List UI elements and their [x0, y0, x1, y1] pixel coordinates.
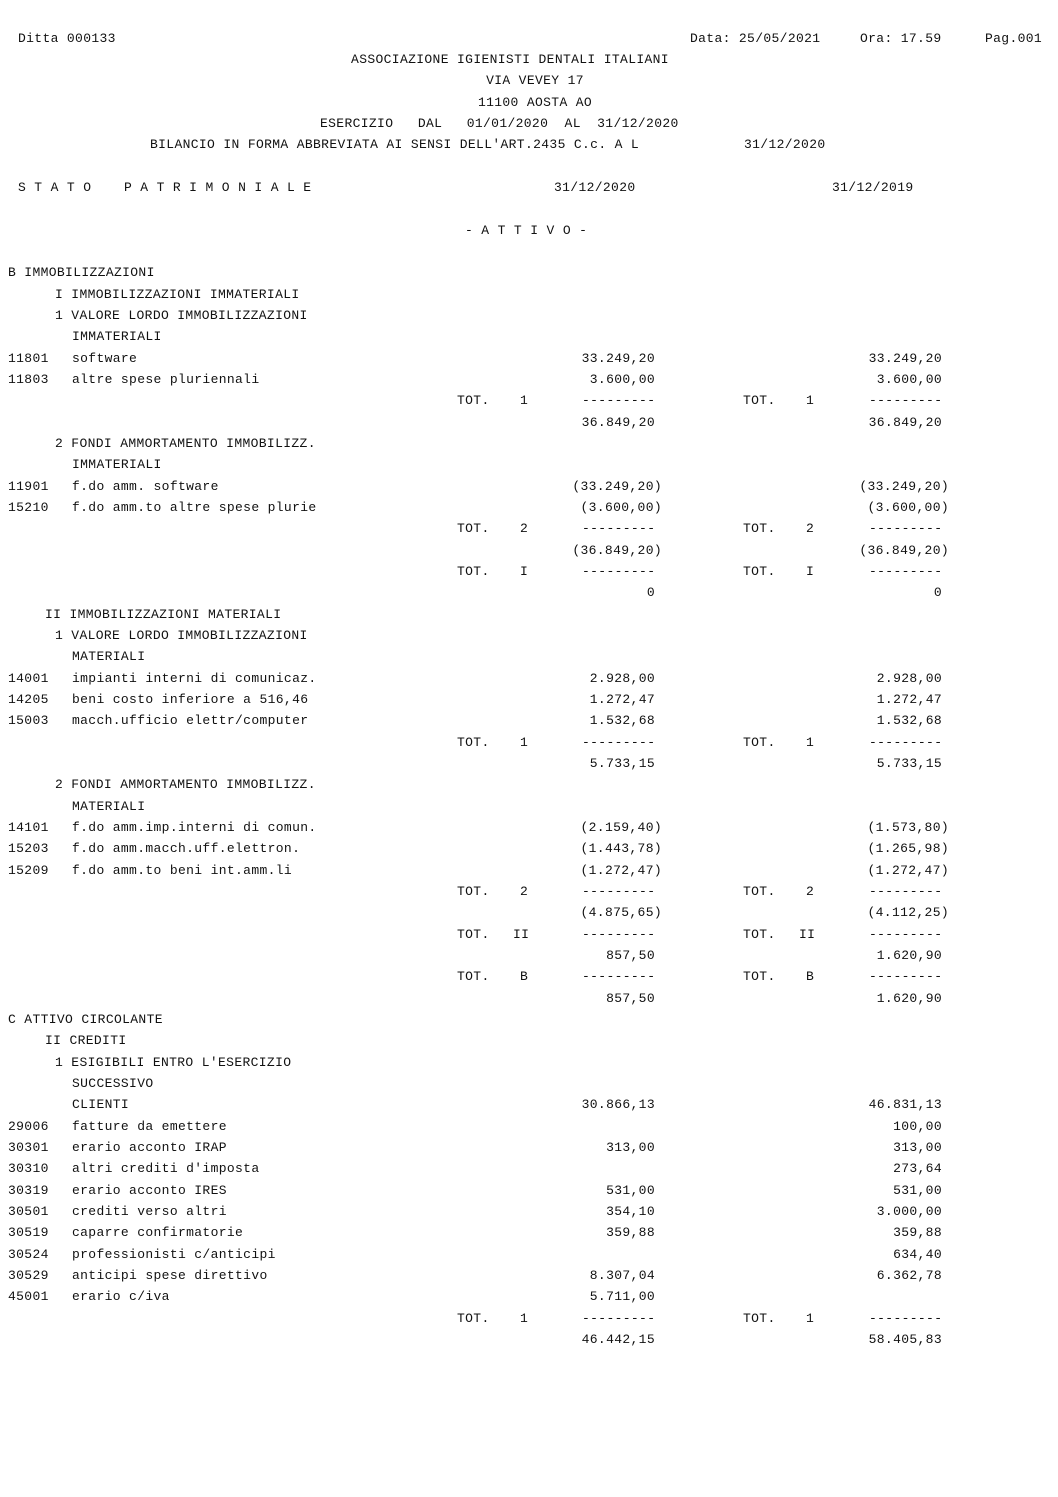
amount-current: (1.443,78) [580, 841, 662, 856]
total-current: 857,50 [606, 948, 655, 963]
account-description: f.do amm.imp.interni di comun. [72, 820, 317, 835]
account-code: 30529 [8, 1268, 49, 1283]
amount-previous: 313,00 [893, 1140, 942, 1155]
amount-current: 359,88 [606, 1225, 655, 1240]
amount-previous: 6.362,78 [876, 1268, 942, 1283]
amount-previous: 2.928,00 [876, 671, 942, 686]
amount-previous: 634,40 [893, 1247, 942, 1262]
amount-previous: (1.265,98) [867, 841, 949, 856]
total-previous: (4.112,25) [867, 905, 949, 920]
print-time: Ora: 17.59 [860, 31, 942, 46]
account-description: altri crediti d'imposta [72, 1161, 260, 1176]
amount-previous: 359,88 [893, 1225, 942, 1240]
account-description: erario c/iva [72, 1289, 170, 1304]
section-title: - A T T I V O - [465, 223, 588, 238]
amount-previous: (33.249,20) [859, 479, 949, 494]
amount-previous: 33.249,20 [868, 351, 942, 366]
total-separator: --------- [582, 969, 656, 984]
group-heading: II IMMOBILIZZAZIONI MATERIALI [45, 607, 282, 622]
account-code: 15003 [8, 713, 49, 728]
total-separator: --------- [582, 735, 656, 750]
account-description: crediti verso altri [72, 1204, 227, 1219]
amount-current: 313,00 [606, 1140, 655, 1155]
total-label: TOT. [457, 1311, 490, 1326]
account-code: 14205 [8, 692, 49, 707]
company-city: 11100 AOSTA AO [477, 95, 593, 110]
group-heading: MATERIALI [72, 649, 146, 664]
total-separator: --------- [869, 1311, 943, 1326]
account-description: macch.ufficio elettr/computer [72, 713, 309, 728]
group-heading: C ATTIVO CIRCOLANTE [8, 1012, 163, 1027]
amount-previous: (1.272,47) [867, 863, 949, 878]
amount-previous: 46.831,13 [868, 1097, 942, 1112]
group-heading: 1 VALORE LORDO IMMOBILIZZAZIONI [55, 628, 308, 643]
group-heading: IMMATERIALI [72, 329, 162, 344]
group-heading: SUCCESSIVO [72, 1076, 154, 1091]
account-code: 30310 [8, 1161, 49, 1176]
total-label: TOT. [743, 393, 776, 408]
total-label: TOT. [743, 1311, 776, 1326]
account-description: caparre confirmatorie [72, 1225, 244, 1240]
amount-current: 33.249,20 [581, 351, 655, 366]
total-level: 2 [806, 521, 815, 536]
total-separator: --------- [869, 393, 943, 408]
account-code: 15210 [8, 500, 49, 515]
total-level: II [799, 927, 816, 942]
total-level: 1 [806, 1311, 815, 1326]
total-separator: --------- [869, 735, 943, 750]
total-previous: 36.849,20 [868, 415, 942, 430]
total-label: TOT. [743, 564, 776, 579]
account-code: 15209 [8, 863, 49, 878]
total-separator: --------- [869, 564, 943, 579]
amount-current: 531,00 [606, 1183, 655, 1198]
total-separator: --------- [869, 969, 943, 984]
amount-current: 1.272,47 [589, 692, 655, 707]
amount-current: 30.866,13 [581, 1097, 655, 1112]
total-separator: --------- [869, 521, 943, 536]
account-description: impianti interni di comunicaz. [72, 671, 317, 686]
total-label: TOT. [743, 735, 776, 750]
total-previous: 1.620,90 [876, 948, 942, 963]
report-title: BILANCIO IN FORMA ABBREVIATA AI SENSI DELL'ART.2435 C.c. A L [150, 137, 640, 152]
amount-current: (3.600,00) [580, 500, 662, 515]
account-code: 30501 [8, 1204, 49, 1219]
group-heading: B IMMOBILIZZAZIONI [8, 265, 155, 280]
column-previous-date: 31/12/2019 [832, 180, 914, 195]
total-previous: 0 [933, 585, 942, 600]
total-label: TOT. [743, 969, 776, 984]
account-description: f.do amm.to beni int.amm.li [72, 863, 293, 878]
account-description: beni costo inferiore a 516,46 [72, 692, 309, 707]
company-code: Ditta 000133 [18, 31, 116, 46]
total-label: TOT. [457, 521, 490, 536]
amount-current: (33.249,20) [572, 479, 662, 494]
total-previous: 5.733,15 [876, 756, 942, 771]
total-level: 1 [520, 1311, 529, 1326]
account-description: f.do amm.macch.uff.elettron. [72, 841, 301, 856]
total-label: TOT. [743, 521, 776, 536]
page-number: Pag.001 [985, 31, 1043, 46]
total-label: TOT. [457, 393, 490, 408]
company-name: ASSOCIAZIONE IGIENISTI DENTALI ITALIANI [351, 52, 669, 67]
column-current-date: 31/12/2020 [554, 180, 636, 195]
account-description: erario acconto IRAP [72, 1140, 227, 1155]
total-level: I [520, 564, 529, 579]
total-label: TOT. [457, 969, 490, 984]
account-description: professionisti c/anticipi [72, 1247, 276, 1262]
account-code: 30301 [8, 1140, 49, 1155]
account-code: 14001 [8, 671, 49, 686]
amount-current: (2.159,40) [580, 820, 662, 835]
total-level: 1 [520, 393, 529, 408]
group-heading: 2 FONDI AMMORTAMENTO IMMOBILIZZ. [55, 436, 316, 451]
amount-previous: 3.600,00 [876, 372, 942, 387]
total-label: TOT. [457, 735, 490, 750]
amount-previous: (1.573,80) [867, 820, 949, 835]
report-date: 31/12/2020 [744, 137, 826, 152]
amount-previous: 1.272,47 [876, 692, 942, 707]
account-description: f.do amm.to altre spese plurie [72, 500, 317, 515]
account-code: 11803 [8, 372, 49, 387]
total-current: 0 [646, 585, 655, 600]
total-level: 1 [520, 735, 529, 750]
amount-previous: 273,64 [893, 1161, 942, 1176]
account-description: erario acconto IRES [72, 1183, 227, 1198]
total-current: 857,50 [606, 991, 655, 1006]
account-code: 14101 [8, 820, 49, 835]
account-code: 45001 [8, 1289, 49, 1304]
total-separator: --------- [582, 884, 656, 899]
total-label: TOT. [457, 564, 490, 579]
account-code: 29006 [8, 1119, 49, 1134]
group-heading: I IMMOBILIZZAZIONI IMMATERIALI [55, 287, 300, 302]
total-separator: --------- [582, 927, 656, 942]
total-current: (36.849,20) [572, 543, 662, 558]
statement-title: S T A T O P A T R I M O N I A L E [18, 180, 312, 195]
total-current: 46.442,15 [581, 1332, 655, 1347]
total-level: I [806, 564, 815, 579]
total-level: 2 [520, 884, 529, 899]
total-separator: --------- [869, 884, 943, 899]
total-separator: --------- [869, 927, 943, 942]
account-description: anticipi spese direttivo [72, 1268, 268, 1283]
account-code: 11801 [8, 351, 49, 366]
total-label: TOT. [457, 884, 490, 899]
total-separator: --------- [582, 393, 656, 408]
total-current: 36.849,20 [581, 415, 655, 430]
amount-previous: 1.532,68 [876, 713, 942, 728]
total-level: B [806, 969, 815, 984]
account-code: 30524 [8, 1247, 49, 1262]
total-level: II [513, 927, 530, 942]
account-code: 11901 [8, 479, 49, 494]
fiscal-period: ESERCIZIO DAL 01/01/2020 AL 31/12/2020 [320, 116, 679, 131]
account-description: fatture da emettere [72, 1119, 227, 1134]
account-code: 30319 [8, 1183, 49, 1198]
group-heading: CLIENTI [72, 1097, 130, 1112]
group-heading: MATERIALI [72, 799, 146, 814]
total-previous: 1.620,90 [876, 991, 942, 1006]
total-separator: --------- [582, 1311, 656, 1326]
amount-current: 1.532,68 [589, 713, 655, 728]
account-code: 30519 [8, 1225, 49, 1240]
amount-current: 354,10 [606, 1204, 655, 1219]
total-previous: 58.405,83 [868, 1332, 942, 1347]
group-heading: II CREDITI [45, 1033, 127, 1048]
total-separator: --------- [582, 564, 656, 579]
amount-current: 5.711,00 [589, 1289, 655, 1304]
group-heading: 1 ESIGIBILI ENTRO L'ESERCIZIO [55, 1055, 292, 1070]
total-level: 2 [520, 521, 529, 536]
total-level: 2 [806, 884, 815, 899]
total-level: 1 [806, 735, 815, 750]
total-level: 1 [806, 393, 815, 408]
amount-current: (1.272,47) [580, 863, 662, 878]
total-label: TOT. [743, 884, 776, 899]
group-heading: 2 FONDI AMMORTAMENTO IMMOBILIZZ. [55, 777, 316, 792]
company-street: VIA VEVEY 17 [486, 73, 584, 88]
amount-current: 8.307,04 [589, 1268, 655, 1283]
amount-previous: 531,00 [893, 1183, 942, 1198]
amount-previous: 100,00 [893, 1119, 942, 1134]
account-code: 15203 [8, 841, 49, 856]
total-current: 5.733,15 [589, 756, 655, 771]
total-previous: (36.849,20) [859, 543, 949, 558]
account-description: f.do amm. software [72, 479, 219, 494]
account-description: software [72, 351, 138, 366]
total-separator: --------- [582, 521, 656, 536]
amount-current: 2.928,00 [589, 671, 655, 686]
group-heading: 1 VALORE LORDO IMMOBILIZZAZIONI [55, 308, 308, 323]
print-date: Data: 25/05/2021 [690, 31, 821, 46]
total-label: TOT. [457, 927, 490, 942]
account-description: altre spese pluriennali [72, 372, 260, 387]
group-heading: IMMATERIALI [72, 457, 162, 472]
total-label: TOT. [743, 927, 776, 942]
amount-previous: (3.600,00) [867, 500, 949, 515]
amount-current: 3.600,00 [589, 372, 655, 387]
total-current: (4.875,65) [580, 905, 662, 920]
total-level: B [520, 969, 529, 984]
amount-previous: 3.000,00 [876, 1204, 942, 1219]
